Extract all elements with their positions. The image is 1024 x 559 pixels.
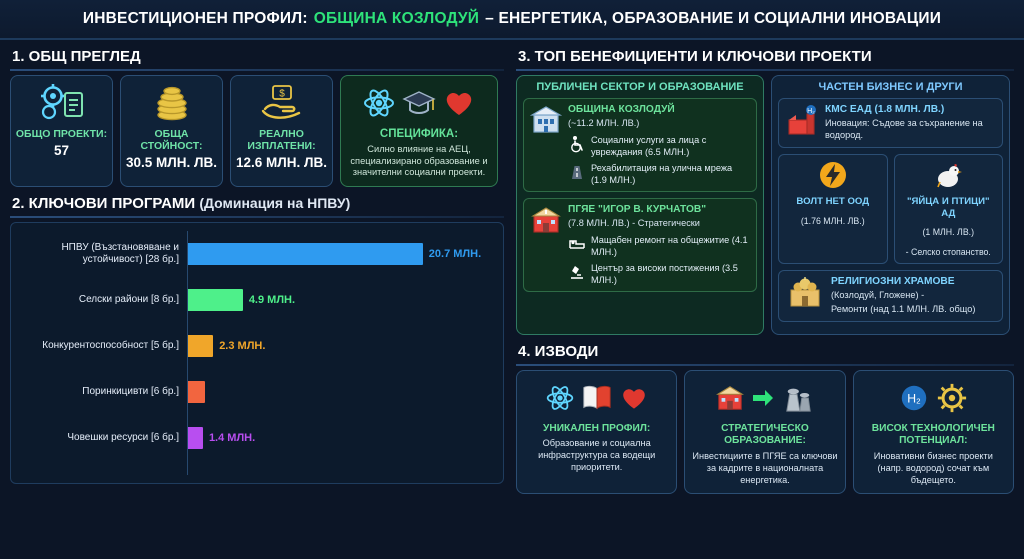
chart-rows: [19, 231, 493, 461]
item-subtitle: (Козлодуй, Гложене) -: [831, 290, 925, 301]
school-building-icon: [530, 204, 562, 236]
item-title: КМС ЕАД (1.8 МЛН. ЛВ.): [825, 104, 945, 115]
title-part-3: – ЕНЕРГЕТИКА, ОБРАЗОВАНИЕ И СОЦИАЛНИ ИНОВАЦИИ: [485, 10, 942, 27]
content-columns: [0, 40, 1024, 559]
road-icon: [568, 163, 586, 181]
school-building-icon: [715, 383, 745, 413]
svg-text:H₂: H₂: [907, 391, 922, 406]
item-subtitle-2: - Селско стопанство.: [905, 246, 991, 257]
chart-bar: [187, 289, 243, 311]
sub-project-text: Социални услуги за лица с увреждания (6.5 МЛН.): [591, 135, 707, 157]
hand-money-icon: [259, 82, 305, 124]
chart-bar-wrap: [187, 335, 493, 357]
beneficiary-school[interactable]: [523, 198, 757, 292]
kpi-value: 57: [53, 143, 70, 159]
chart-bar: [187, 335, 213, 357]
item-body: [831, 276, 996, 316]
beneficiaries-panels: [514, 75, 1016, 335]
microscope-icon: [568, 263, 586, 281]
item-title: ПГЯЕ "ИГОР В. КУРЧАТОВ": [568, 204, 707, 216]
conclusion-icons: [860, 377, 1007, 419]
municipality-building-icon: [530, 104, 562, 136]
coins-icon: [149, 82, 195, 124]
kpi-paid: [230, 75, 333, 187]
chart-category-label: НПВУ (Възстановяване и устойчивост) [28 бр.]: [61, 242, 179, 266]
left-column: [8, 46, 506, 555]
chart-bar-wrap: [187, 243, 493, 265]
section-2-title-main: 2. КЛЮЧОВИ ПРОГРАМИ: [12, 195, 196, 213]
private-business-panel: [771, 75, 1010, 335]
heart-icon: [442, 86, 476, 120]
item-subtitle: (7.8 МЛН. ЛВ.) - Стратегически: [568, 218, 700, 229]
hydrogen-factory-icon: [785, 104, 819, 138]
item-body: [568, 104, 750, 186]
chart-bar-row: [19, 369, 493, 415]
chart-bar-wrap: [187, 427, 493, 449]
section-1: [8, 46, 506, 187]
graduation-cap-icon: [402, 86, 436, 120]
divider: [516, 364, 1014, 366]
svg-text:H₂: H₂: [807, 108, 815, 115]
conclusion-strategic-education: [684, 370, 845, 494]
item-subtitle-2: Ремонти (над 1.1 МЛН. ЛВ. общо): [831, 304, 976, 315]
conclusion-title: УНИКАЛЕН ПРОФИЛ:: [543, 423, 651, 435]
chart-category-label: Поринкицивти [6 бр.]: [82, 386, 179, 398]
page-title: [0, 0, 1024, 40]
divider: [10, 69, 504, 71]
item-body: [825, 104, 996, 142]
section-2-title: [8, 193, 506, 216]
atom-icon: [545, 383, 575, 413]
conclusion-desc: Иновативни бизнес проекти (напр. водород) сочат към бъдещето.: [873, 450, 993, 485]
kpi-row: [8, 75, 506, 187]
gear-checklist-icon: [39, 82, 85, 124]
sub-project: [568, 235, 750, 258]
chart-category-label: Човешки ресурси [6 бр.]: [67, 432, 179, 444]
item-title: ОБЩИНА КОЗЛОДУЙ: [568, 104, 675, 115]
sub-project: [568, 163, 750, 186]
right-column: [514, 46, 1016, 555]
specifics-icons: [362, 82, 476, 124]
specifics-label: СПЕЦИФИКА:: [379, 128, 459, 140]
chart-value-label: 4.9 МЛН.: [248, 294, 296, 307]
kpi-label: РЕАЛНО ИЗПЛАТЕНИ:: [247, 128, 316, 153]
conclusion-unique-profile: [516, 370, 677, 494]
hydrogen-icon: [898, 382, 930, 414]
beneficiary-religious-temples[interactable]: [778, 270, 1003, 322]
title-highlight: ОБЩИНА КОЗЛОДУЙ: [313, 10, 480, 27]
sub-project: [568, 263, 750, 286]
lightning-bolt-icon: [818, 160, 848, 190]
item-subtitle: (~11.2 МЛН. ЛВ.): [568, 118, 640, 129]
divider: [10, 216, 504, 218]
svg-text:$: $: [278, 88, 285, 100]
conclusions-row: [514, 370, 1016, 494]
private-pair: [778, 154, 1003, 270]
sub-project: [568, 135, 750, 158]
chart-value-label: 20.7 МЛН.: [428, 248, 482, 261]
book-icon: [581, 383, 613, 413]
sub-project-text: Център за високи постижения (3.5 МЛН.): [591, 263, 738, 285]
conclusion-desc: Образование и социална инфраструктура са водещи приоритети.: [538, 438, 656, 473]
title-part-1: ИНВЕСТИЦИОНЕН ПРОФИЛ:: [82, 10, 308, 27]
conclusion-title: СТРАТЕГИЧЕСКО ОБРАЗОВАНИЕ:: [721, 423, 809, 447]
chart-bar-row: [19, 231, 493, 277]
specifics-description: Силно влияние на АЕЦ, специализирано образование и значителни социални проекти.: [350, 144, 488, 178]
beneficiary-eggs-poultry[interactable]: [894, 154, 1004, 264]
section-4: [514, 341, 1016, 494]
beneficiary-volt-net[interactable]: [778, 154, 888, 264]
bed-icon: [568, 235, 586, 253]
beneficiary-kms-ead[interactable]: [778, 98, 1003, 148]
chart-bar: [187, 381, 205, 403]
section-2-subtitle: (Доминация на НПВУ): [199, 195, 351, 212]
section-4-title: 4. ИЗВОДИ: [518, 343, 599, 361]
section-2: [8, 193, 506, 486]
arrow-right-icon: [751, 387, 775, 409]
kpi-total-value: [120, 75, 223, 187]
section-3-title: 3. ТОП БЕНЕФИЦИЕНТИ И КЛЮЧОВИ ПРОЕКТИ: [518, 48, 872, 65]
private-panel-heading: ЧАСТЕН БИЗНЕС И ДРУГИ: [818, 81, 963, 93]
chart-value-label: 2.3 МЛН.: [219, 340, 266, 353]
conclusion-icons: [691, 377, 838, 419]
conclusion-icons: [523, 377, 670, 419]
kpi-label: ОБЩО ПРОЕКТИ:: [15, 128, 108, 140]
chart-bar-wrap: [187, 289, 493, 311]
chart-axis: [187, 231, 188, 475]
kpi-value: 30.5 МЛН. ЛВ.: [126, 155, 217, 171]
item-subtitle: (1 МЛН. ЛВ.): [922, 227, 975, 238]
gear-icon: [936, 382, 968, 414]
divider: [516, 69, 1014, 71]
section-1-title: 1. ОБЩ ПРЕГЛЕД: [12, 48, 141, 65]
beneficiary-municipality[interactable]: [523, 98, 757, 192]
chart-category-label: Селски райони [8 бр.]: [78, 294, 179, 306]
kpi-label: ОБЩА СТОЙНОСТ:: [140, 128, 203, 153]
programs-bar-chart: [10, 222, 504, 484]
sub-project-text: Рехабилитация на улична мрежа (1.9 МЛН.): [591, 163, 733, 185]
section-3: [514, 46, 1016, 335]
chart-bar-row: [19, 415, 493, 461]
chart-bar-wrap: [187, 381, 493, 403]
public-panel-heading: ПУБЛИЧЕН СЕКТОР И ОБРАЗОВАНИЕ: [536, 81, 744, 93]
chart-value-label: 1.4 МЛН.: [208, 432, 256, 445]
item-body: [568, 204, 750, 286]
chart-category-label: Конкурентоспособност [5 бр.]: [42, 340, 179, 352]
item-title: РЕЛИГИОЗНИ ХРАМОВЕ: [831, 275, 955, 287]
kpi-value: 12.6 МЛН. ЛВ.: [236, 155, 327, 171]
item-title: "ЯЙЦА И ПТИЦИ" АД: [906, 196, 990, 219]
atom-icon: [362, 86, 396, 120]
conclusion-desc: Инвестициите в ПГЯЕ са ключови за кадрите в националната енергетика.: [692, 450, 838, 485]
chart-bar-row: [19, 323, 493, 369]
sub-project-text: Мащабен ремонт на общежитие (4.1 МЛН.): [591, 235, 748, 257]
public-sector-panel: [516, 75, 764, 335]
item-subtitle: (1.76 МЛН. ЛВ.): [800, 215, 865, 226]
kpi-specifics: [340, 75, 498, 187]
item-title: ВОЛТ НЕТ ООД: [796, 196, 870, 208]
item-subtitle: Иновация: Съдове за съхранение на водород.: [825, 118, 983, 141]
chart-bar: [187, 427, 203, 449]
kpi-total-projects: [10, 75, 113, 187]
heart-icon: [619, 383, 649, 413]
conclusion-title: ВИСОК ТЕХНОЛОГИЧЕН ПОТЕНЦИАЛ:: [871, 423, 995, 447]
nuclear-plant-icon: [781, 383, 815, 413]
chicken-icon: [933, 160, 963, 190]
wheelchair-icon: [568, 135, 586, 153]
chart-bar-row: [19, 277, 493, 323]
chart-bar: [187, 243, 423, 265]
conclusion-tech-potential: [853, 370, 1014, 494]
church-icon: [785, 276, 825, 308]
